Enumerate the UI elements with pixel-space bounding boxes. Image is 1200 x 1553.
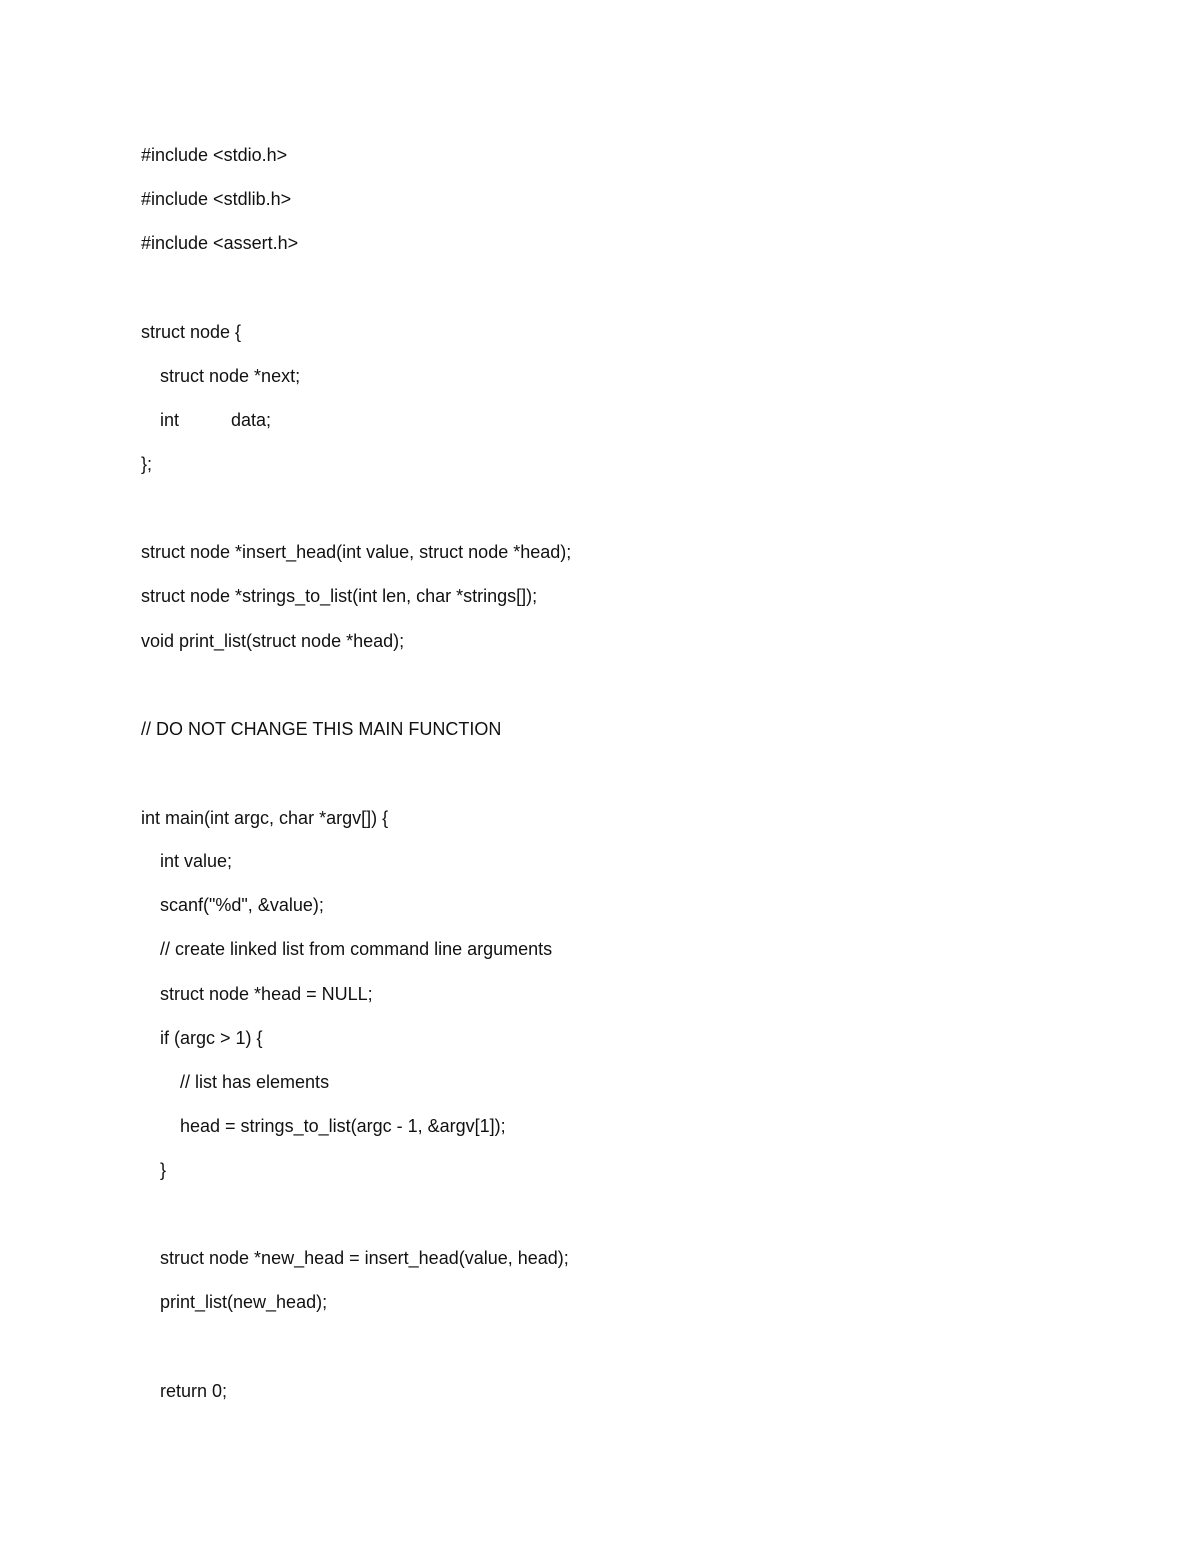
include-assert-line: #include <assert.h> (141, 233, 299, 253)
comment-list-has-elements-line: // list has elements (180, 1072, 330, 1092)
if-close-line: } (160, 1160, 167, 1180)
field-data-line (160, 409, 271, 431)
proto-print-list-line: void print_list(struct node *head); (141, 631, 405, 651)
decl-head-line: struct node *head = NULL; (160, 984, 373, 1004)
scanf-line: scanf("%d", &value); (160, 895, 324, 915)
field-data-name: data; (231, 410, 272, 430)
field-next-line: struct node *next; (160, 366, 301, 386)
print-list-call-line: print_list(new_head); (160, 1292, 328, 1312)
comment-create-list-line: // create linked list from command line arguments (160, 939, 553, 959)
field-data-type: int (160, 410, 180, 430)
main-signature-line: int main(int argc, char *argv[]) { (141, 808, 389, 828)
decl-new-head-line: struct node *new_head = insert_head(value, head); (160, 1248, 569, 1268)
decl-value-line: int value; (160, 851, 233, 871)
assign-head-line: head = strings_to_list(argc - 1, &argv[1]); (180, 1116, 506, 1136)
proto-strings-to-list-line: struct node *strings_to_list(int len, char *strings[]); (141, 586, 538, 606)
include-stdio-line: #include <stdio.h> (141, 145, 288, 165)
proto-insert-head-line: struct node *insert_head(int value, struct node *head); (141, 542, 572, 562)
return-line: return 0; (160, 1381, 228, 1401)
struct-open-line: struct node { (141, 322, 242, 342)
struct-close-line: }; (141, 454, 153, 474)
include-stdlib-line: #include <stdlib.h> (141, 189, 292, 209)
comment-do-not-change-line: // DO NOT CHANGE THIS MAIN FUNCTION (141, 719, 502, 739)
if-argc-line: if (argc > 1) { (160, 1028, 263, 1048)
